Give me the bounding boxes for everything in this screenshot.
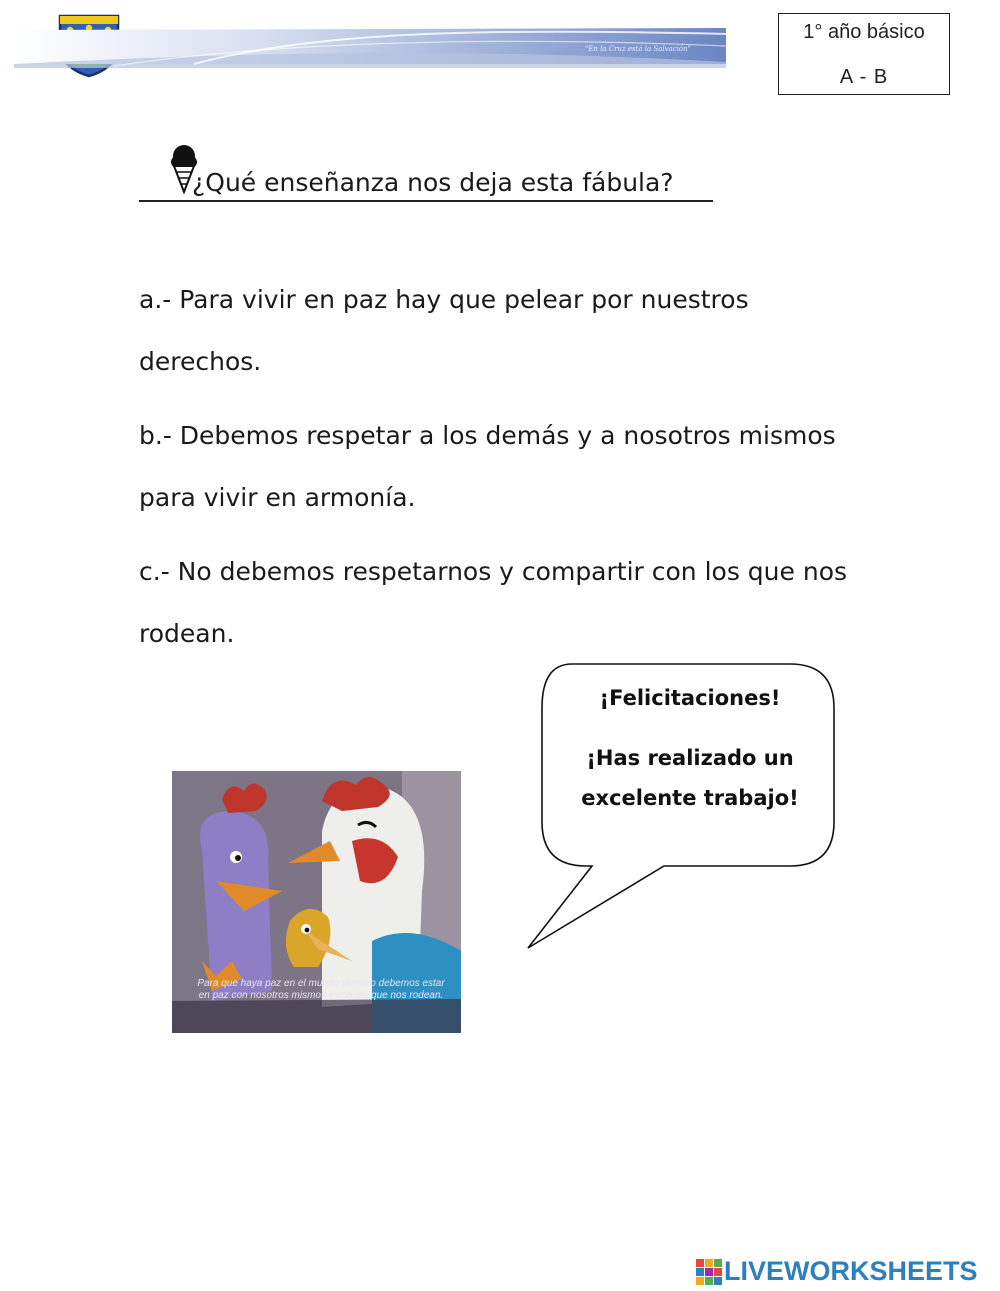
liveworksheets-logo[interactable] (696, 1256, 996, 1286)
congrats-title: ¡Felicitaciones! (599, 686, 781, 710)
grade-box (778, 13, 950, 95)
liveworksheets-blocks-icon (696, 1259, 722, 1285)
congrats-message: ¡Has realizado un excelente trabajo! (581, 746, 799, 810)
answer-option-b[interactable]: b.- Debemos respetar a los demás y a nosotros mismos para vivir en armonía. (139, 421, 836, 512)
school-motto: "En la Cruz está la Salvación" (585, 45, 691, 53)
liveworksheets-brand: LIVEWORKSHEETS (724, 1256, 978, 1286)
grade-level: 1° año básico (803, 21, 925, 43)
grade-sections: A - B (839, 66, 889, 88)
question-heading: ¿Qué enseñanza nos deja esta fábula? (192, 168, 674, 197)
illustration-caption: Para que haya paz en el mundo primero debemos estar en paz con nosotros mismos y con los que nos rodean. (197, 978, 445, 1001)
question-underline (139, 200, 713, 202)
answer-option-a[interactable]: a.- Para vivir en paz hay que pelear por nuestros derechos. (139, 285, 749, 376)
answer-option-c[interactable]: c.- No debemos respetarnos y compartir con los que nos rodean. (139, 557, 848, 648)
